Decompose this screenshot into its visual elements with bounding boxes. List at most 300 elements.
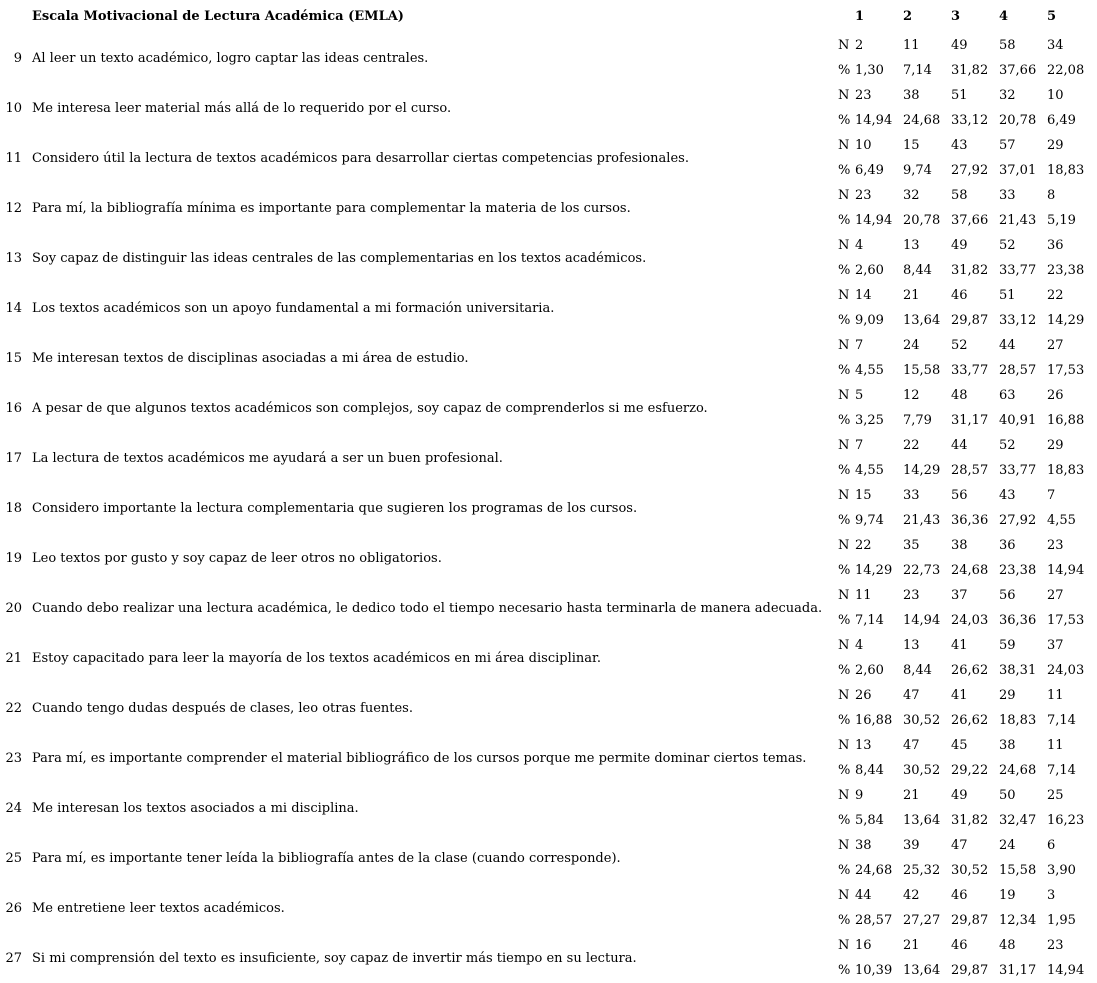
stat-value: 13,64	[903, 813, 941, 828]
item-number: 13	[5, 250, 22, 266]
stat-value: 14,94	[855, 213, 893, 228]
stat-value: 2,60	[855, 663, 884, 678]
item-text: Estoy capacitado para leer la mayoría de los textos académicos en mi área disciplinar.	[32, 650, 601, 666]
row-label-n: N	[838, 238, 850, 253]
stat-value: 63	[999, 388, 1016, 403]
n-row	[838, 933, 1097, 958]
stat-value: 36	[1047, 238, 1064, 253]
stat-value: 18,83	[1047, 163, 1085, 178]
item-stats	[838, 683, 1097, 733]
row-label-pct: %	[838, 863, 851, 878]
stat-value: 23	[855, 188, 872, 203]
stat-value: 31,82	[951, 63, 989, 78]
item-stats	[838, 733, 1097, 783]
item-text: Me interesan textos de disciplinas asociadas a mi área de estudio.	[32, 350, 469, 366]
stat-value: 16,23	[1047, 813, 1085, 828]
pct-row	[838, 408, 1097, 433]
n-row	[838, 533, 1097, 558]
row-label-pct: %	[838, 463, 851, 478]
stat-value: 28,57	[855, 913, 893, 928]
row-label-pct: %	[838, 563, 851, 578]
pct-row	[838, 58, 1097, 83]
item-number: 10	[5, 100, 22, 116]
stat-value: 26,62	[951, 713, 989, 728]
item-stats	[838, 383, 1097, 433]
stat-value: 20,78	[999, 113, 1037, 128]
pct-row	[838, 558, 1097, 583]
stat-value: 29,87	[951, 313, 989, 328]
row-label-n: N	[838, 188, 850, 203]
item-number: 17	[5, 450, 22, 466]
item-number: 25	[5, 850, 22, 866]
stat-value: 56	[999, 588, 1016, 603]
stat-value: 56	[951, 488, 968, 503]
stat-value: 41	[951, 688, 968, 703]
row-label-pct: %	[838, 763, 851, 778]
stat-value: 3	[1047, 888, 1056, 903]
item-text: Para mí, es importante tener leída la bibliografía antes de la clase (cuando corresponde).	[32, 850, 621, 866]
row-label-pct: %	[838, 413, 851, 428]
table-row	[0, 533, 1097, 583]
n-row	[838, 133, 1097, 158]
stat-value: 15	[855, 488, 872, 503]
table-row	[0, 683, 1097, 733]
table-row	[0, 633, 1097, 683]
item-stats	[838, 233, 1097, 283]
table-row	[0, 233, 1097, 283]
stat-value: 7	[1047, 488, 1056, 503]
item-number: 27	[5, 950, 22, 966]
stat-value: 9,74	[855, 513, 884, 528]
item-text: Para mí, es importante comprender el material bibliográfico de los cursos porque me permite dominar ciertos temas.	[32, 750, 807, 766]
row-label-n: N	[838, 338, 850, 353]
stat-value: 24,03	[951, 613, 989, 628]
stat-value: 46	[951, 888, 968, 903]
stat-value: 16,88	[1047, 413, 1085, 428]
table-row	[0, 433, 1097, 483]
stat-value: 30,52	[951, 863, 989, 878]
stat-value: 5,19	[1047, 213, 1076, 228]
row-label-pct: %	[838, 713, 851, 728]
column-header-2: 2	[903, 9, 913, 24]
stat-value: 11	[1047, 688, 1064, 703]
stat-value: 18,83	[1047, 463, 1085, 478]
stat-value: 5	[855, 388, 864, 403]
table-row	[0, 83, 1097, 133]
item-stats	[838, 283, 1097, 333]
pct-row	[838, 158, 1097, 183]
item-stats	[838, 433, 1097, 483]
item-stats	[838, 33, 1097, 83]
stat-value: 26	[1047, 388, 1064, 403]
n-row	[838, 233, 1097, 258]
item-text: Considero importante la lectura complementaria que sugieren los programas de los cursos.	[32, 500, 638, 516]
stat-value: 2	[855, 38, 864, 53]
stat-value: 38	[903, 88, 920, 103]
table-row	[0, 133, 1097, 183]
stat-value: 1,30	[855, 63, 884, 78]
item-text: La lectura de textos académicos me ayudará a ser un buen profesional.	[32, 450, 503, 466]
item-number: 11	[5, 150, 22, 166]
n-row	[838, 733, 1097, 758]
stat-value: 37	[1047, 638, 1064, 653]
row-label-n: N	[838, 288, 850, 303]
row-label-n: N	[838, 838, 850, 853]
stat-value: 14,94	[903, 613, 941, 628]
stat-value: 23	[1047, 938, 1064, 953]
column-header-4: 4	[999, 9, 1009, 24]
item-number: 20	[5, 600, 22, 616]
item-text: Cuando tengo dudas después de clases, leo otras fuentes.	[32, 700, 413, 716]
stat-value: 46	[951, 938, 968, 953]
stat-value: 15,58	[903, 363, 941, 378]
item-stats	[838, 783, 1097, 833]
row-label-n: N	[838, 938, 850, 953]
row-label-pct: %	[838, 663, 851, 678]
stat-value: 31,17	[999, 963, 1037, 978]
column-header-1: 1	[855, 9, 865, 24]
row-label-n: N	[838, 888, 850, 903]
stat-value: 11	[855, 588, 872, 603]
stat-value: 7	[855, 338, 864, 353]
stat-value: 6	[1047, 838, 1056, 853]
pct-row	[838, 108, 1097, 133]
item-number: 23	[5, 750, 22, 766]
table-body	[0, 33, 1097, 983]
stat-value: 31,17	[951, 413, 989, 428]
n-row	[838, 183, 1097, 208]
pct-row	[838, 758, 1097, 783]
pct-row	[838, 208, 1097, 233]
row-label-n: N	[838, 638, 850, 653]
item-text: Para mí, la bibliografía mínima es importante para complementar la materia de los cursos.	[32, 200, 631, 216]
stat-value: 51	[999, 288, 1016, 303]
stat-value: 47	[903, 688, 920, 703]
stat-value: 4,55	[855, 463, 884, 478]
pct-row	[838, 358, 1097, 383]
row-label-pct: %	[838, 913, 851, 928]
stat-value: 11	[903, 38, 920, 53]
row-label-pct: %	[838, 613, 851, 628]
table-row	[0, 583, 1097, 633]
stat-value: 37,01	[999, 163, 1037, 178]
n-row	[838, 783, 1097, 808]
row-label-pct: %	[838, 813, 851, 828]
stat-value: 24,68	[951, 563, 989, 578]
table-row	[0, 33, 1097, 83]
table-row	[0, 883, 1097, 933]
pct-row	[838, 508, 1097, 533]
n-row	[838, 83, 1097, 108]
stat-value: 46	[951, 288, 968, 303]
stat-value: 24,68	[903, 113, 941, 128]
stat-value: 47	[903, 738, 920, 753]
stat-value: 17,53	[1047, 613, 1085, 628]
item-text: Me entretiene leer textos académicos.	[32, 900, 285, 916]
stat-value: 21,43	[999, 213, 1037, 228]
stat-value: 59	[999, 638, 1016, 653]
row-label-n: N	[838, 138, 850, 153]
stat-value: 10	[1047, 88, 1064, 103]
stat-value: 9,09	[855, 313, 884, 328]
row-label-pct: %	[838, 213, 851, 228]
item-text: Los textos académicos son un apoyo fundamental a mi formación universitaria.	[32, 300, 555, 316]
table-row	[0, 283, 1097, 333]
stat-value: 6,49	[855, 163, 884, 178]
item-stats	[838, 83, 1097, 133]
stat-value: 18,83	[999, 713, 1037, 728]
stat-value: 29,87	[951, 913, 989, 928]
stat-value: 33,77	[999, 463, 1037, 478]
stat-value: 38	[999, 738, 1016, 753]
stat-value: 29	[999, 688, 1016, 703]
pct-row	[838, 708, 1097, 733]
stat-value: 7,14	[855, 613, 884, 628]
stat-value: 21	[903, 938, 920, 953]
stat-value: 52	[951, 338, 968, 353]
stat-value: 13	[903, 238, 920, 253]
pct-row	[838, 608, 1097, 633]
row-label-n: N	[838, 738, 850, 753]
stat-value: 13	[855, 738, 872, 753]
stat-value: 33	[999, 188, 1016, 203]
item-stats	[838, 833, 1097, 883]
stat-value: 15	[903, 138, 920, 153]
stat-value: 28,57	[951, 463, 989, 478]
n-row	[838, 833, 1097, 858]
pct-row	[838, 458, 1097, 483]
stat-value: 29	[1047, 438, 1064, 453]
stat-value: 38	[855, 838, 872, 853]
item-text: Me interesa leer material más allá de lo requerido por el curso.	[32, 100, 452, 116]
stat-value: 32,47	[999, 813, 1037, 828]
stat-value: 37,66	[951, 213, 989, 228]
stat-value: 13,64	[903, 313, 941, 328]
stat-value: 22,73	[903, 563, 941, 578]
stat-value: 23	[1047, 538, 1064, 553]
stat-value: 24,03	[1047, 663, 1085, 678]
stat-value: 14,94	[1047, 963, 1085, 978]
row-label-pct: %	[838, 963, 851, 978]
stat-value: 8,44	[903, 263, 932, 278]
stat-value: 50	[999, 788, 1016, 803]
table-title: Escala Motivacional de Lectura Académica (EMLA)	[32, 9, 404, 24]
stat-value: 23,38	[1047, 263, 1085, 278]
stat-value: 47	[951, 838, 968, 853]
stat-value: 7,79	[903, 413, 932, 428]
stat-value: 38	[951, 538, 968, 553]
stat-value: 58	[951, 188, 968, 203]
stat-value: 48	[999, 938, 1016, 953]
row-label-pct: %	[838, 363, 851, 378]
stat-value: 14,94	[1047, 563, 1085, 578]
stat-value: 52	[999, 438, 1016, 453]
stat-value: 36	[999, 538, 1016, 553]
row-label-pct: %	[838, 113, 851, 128]
item-number: 14	[5, 300, 22, 316]
stat-value: 25,32	[903, 863, 941, 878]
table-row	[0, 783, 1097, 833]
stat-value: 14,29	[903, 463, 941, 478]
n-row	[838, 633, 1097, 658]
item-stats	[838, 183, 1097, 233]
stat-value: 23,38	[999, 563, 1037, 578]
item-number: 24	[5, 800, 22, 816]
row-label-pct: %	[838, 313, 851, 328]
stat-value: 36,36	[951, 513, 989, 528]
item-number: 22	[5, 700, 22, 716]
stat-value: 7,14	[1047, 763, 1076, 778]
stat-value: 44	[855, 888, 872, 903]
stat-value: 32	[999, 88, 1016, 103]
header-label-spacer	[838, 9, 855, 24]
row-label-n: N	[838, 588, 850, 603]
stat-value: 4,55	[1047, 513, 1076, 528]
item-stats	[838, 883, 1097, 933]
row-label-n: N	[838, 388, 850, 403]
stat-value: 52	[999, 238, 1016, 253]
n-row	[838, 433, 1097, 458]
pct-row	[838, 658, 1097, 683]
item-stats	[838, 633, 1097, 683]
column-header-3: 3	[951, 9, 961, 24]
stat-value: 7,14	[1047, 713, 1076, 728]
stat-value: 4	[855, 638, 864, 653]
item-stats	[838, 533, 1097, 583]
stat-value: 8,44	[855, 763, 884, 778]
n-row	[838, 583, 1097, 608]
stat-value: 22	[1047, 288, 1064, 303]
stat-value: 14,29	[1047, 313, 1085, 328]
stat-value: 27,92	[951, 163, 989, 178]
stat-value: 20,78	[903, 213, 941, 228]
item-number: 16	[5, 400, 22, 416]
stat-value: 3,90	[1047, 863, 1076, 878]
stat-value: 51	[951, 88, 968, 103]
stat-value: 49	[951, 38, 968, 53]
stat-value: 24	[999, 838, 1016, 853]
row-label-n: N	[838, 488, 850, 503]
pct-row	[838, 308, 1097, 333]
stat-value: 27,27	[903, 913, 941, 928]
stat-value: 9,74	[903, 163, 932, 178]
stat-value: 28,57	[999, 363, 1037, 378]
n-row	[838, 483, 1097, 508]
n-row	[838, 883, 1097, 908]
stat-value: 33	[903, 488, 920, 503]
stat-value: 23	[903, 588, 920, 603]
item-stats	[838, 133, 1097, 183]
stat-value: 38,31	[999, 663, 1037, 678]
item-text: Considero útil la lectura de textos académicos para desarrollar ciertas competencias profesionales.	[32, 150, 689, 166]
n-row	[838, 333, 1097, 358]
stat-value: 19	[999, 888, 1016, 903]
stat-value: 29	[1047, 138, 1064, 153]
row-label-n: N	[838, 788, 850, 803]
stat-value: 37,66	[999, 63, 1037, 78]
row-label-pct: %	[838, 163, 851, 178]
table-row	[0, 933, 1097, 983]
row-label-pct: %	[838, 263, 851, 278]
stat-value: 21,43	[903, 513, 941, 528]
row-label-pct: %	[838, 513, 851, 528]
stat-value: 44	[951, 438, 968, 453]
stat-value: 24	[903, 338, 920, 353]
stat-value: 41	[951, 638, 968, 653]
stat-value: 11	[1047, 738, 1064, 753]
table-row	[0, 383, 1097, 433]
stat-value: 37	[951, 588, 968, 603]
stat-value: 58	[999, 38, 1016, 53]
stat-value: 24,68	[855, 863, 893, 878]
table-row	[0, 483, 1097, 533]
stat-value: 14	[855, 288, 872, 303]
stat-value: 10	[855, 138, 872, 153]
stat-value: 35	[903, 538, 920, 553]
stat-value: 12,34	[999, 913, 1037, 928]
item-stats	[838, 933, 1097, 983]
item-stats	[838, 483, 1097, 533]
stat-value: 4,55	[855, 363, 884, 378]
stat-value: 44	[999, 338, 1016, 353]
stat-value: 25	[1047, 788, 1064, 803]
row-label-n: N	[838, 538, 850, 553]
stat-value: 4	[855, 238, 864, 253]
stat-value: 15,58	[999, 863, 1037, 878]
stat-value: 27	[1047, 338, 1064, 353]
item-text: Soy capaz de distinguir las ideas centrales de las complementarias en los textos académicos.	[32, 250, 647, 266]
stat-value: 29,87	[951, 963, 989, 978]
n-row	[838, 283, 1097, 308]
stat-value: 17,53	[1047, 363, 1085, 378]
stat-value: 16,88	[855, 713, 893, 728]
item-number: 15	[5, 350, 22, 366]
stat-value: 2,60	[855, 263, 884, 278]
stat-value: 22	[903, 438, 920, 453]
item-number: 18	[5, 500, 22, 516]
stat-value: 43	[951, 138, 968, 153]
stat-value: 14,29	[855, 563, 893, 578]
pct-row	[838, 958, 1097, 983]
header-columns	[838, 0, 1097, 33]
stat-value: 43	[999, 488, 1016, 503]
stat-value: 21	[903, 288, 920, 303]
stat-value: 33,12	[999, 313, 1037, 328]
stat-value: 22	[855, 538, 872, 553]
stat-value: 10,39	[855, 963, 893, 978]
item-text: Cuando debo realizar una lectura académica, le dedico todo el tiempo necesario hasta terminarla de manera adecuada.	[32, 600, 823, 616]
stat-value: 31,82	[951, 263, 989, 278]
stat-value: 30,52	[903, 713, 941, 728]
stat-value: 40,91	[999, 413, 1037, 428]
stat-value: 31,82	[951, 813, 989, 828]
stat-value: 3,25	[855, 413, 884, 428]
stat-value: 23	[855, 88, 872, 103]
stat-value: 24,68	[999, 763, 1037, 778]
stat-value: 32	[903, 188, 920, 203]
table-row	[0, 333, 1097, 383]
item-text: Leo textos por gusto y soy capaz de leer otros no obligatorios.	[32, 550, 442, 566]
row-label-pct: %	[838, 63, 851, 78]
item-number: 21	[5, 650, 22, 666]
n-row	[838, 33, 1097, 58]
item-text: Al leer un texto académico, logro captar las ideas centrales.	[32, 50, 429, 66]
stat-value: 39	[903, 838, 920, 853]
n-row	[838, 383, 1097, 408]
stat-value: 22,08	[1047, 63, 1085, 78]
stat-value: 26,62	[951, 663, 989, 678]
stat-value: 26	[855, 688, 872, 703]
